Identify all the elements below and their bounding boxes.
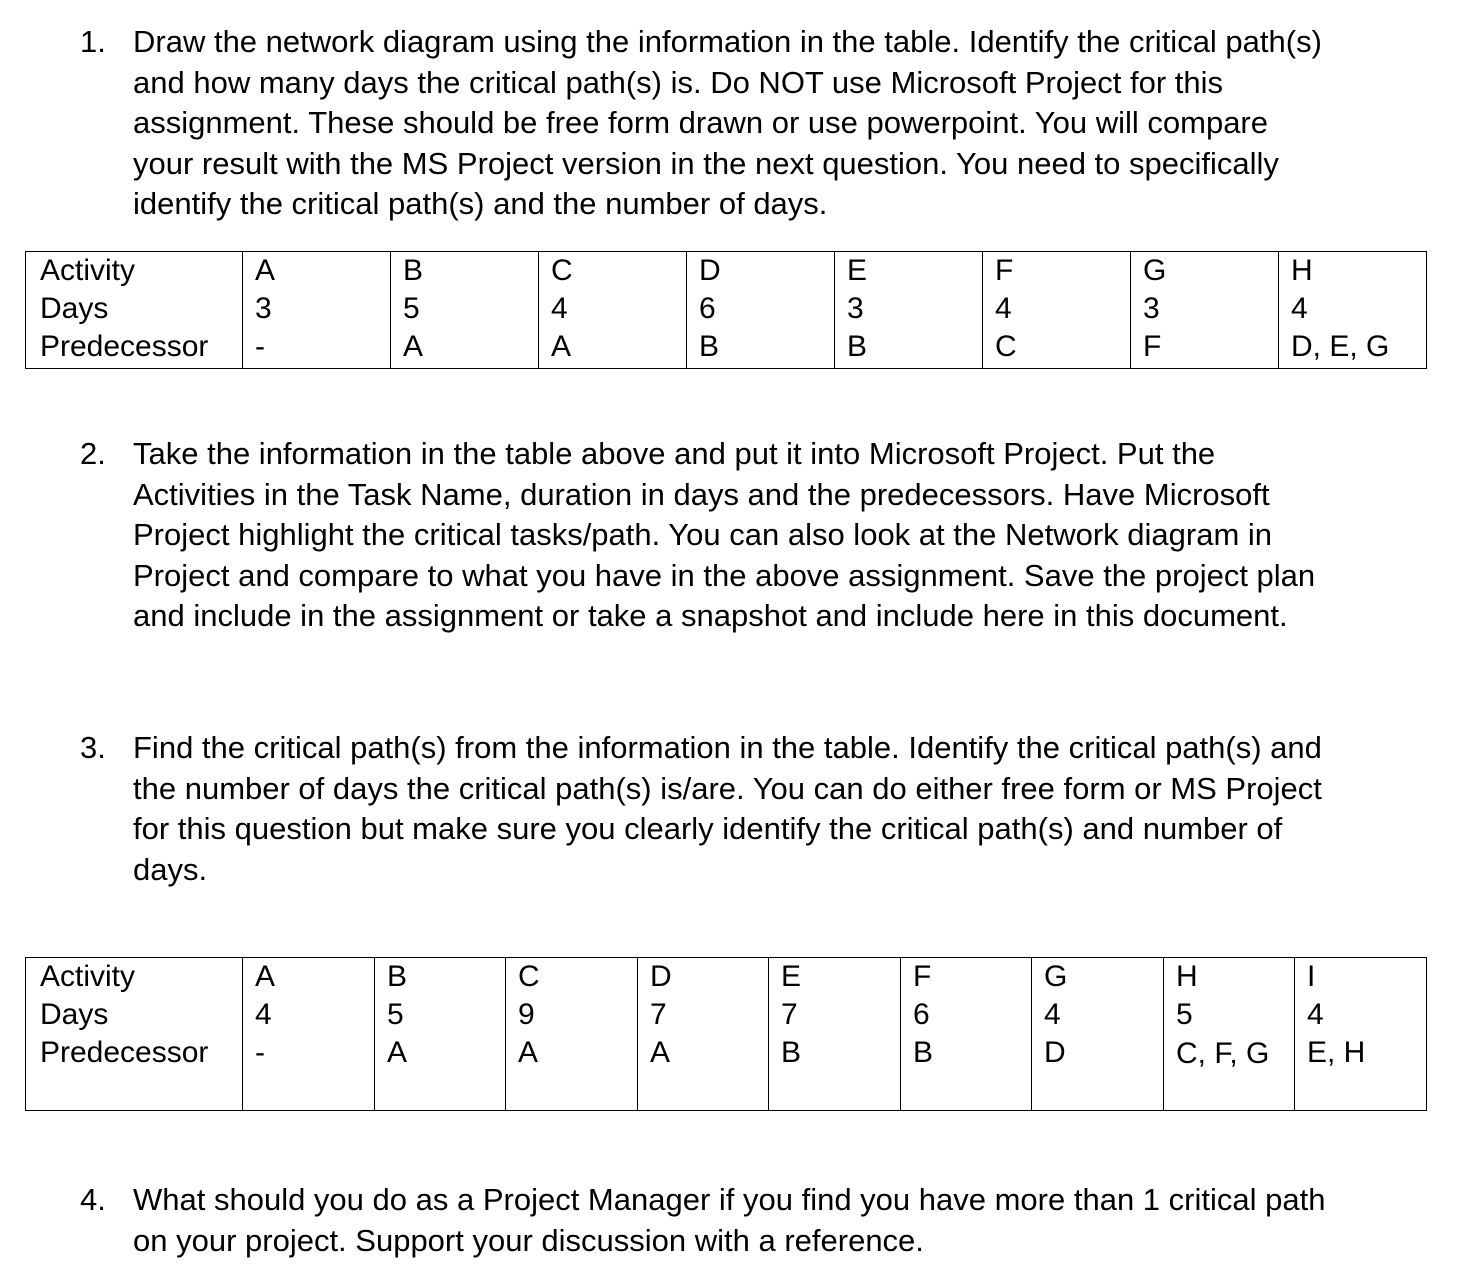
cell-predecessor: B [901, 1034, 1032, 1111]
question-text [133, 22, 1433, 225]
question-line: on your project. Support your discussion with a reference. [133, 1222, 924, 1258]
question-number: 3. [80, 730, 106, 765]
question-line: Draw the network diagram using the information in the table. Identify the critical path(s) [133, 24, 1322, 59]
row-label-predecessor: Predecessor [26, 1034, 243, 1111]
cell-days: 3 [1131, 290, 1279, 328]
cell-predecessor: A [539, 328, 687, 369]
cell-activity: F [901, 958, 1032, 997]
question-text [133, 728, 1433, 890]
row-label-predecessor: Predecessor [26, 328, 243, 369]
cell-activity: C [539, 252, 687, 291]
cell-days: 4 [1032, 996, 1164, 1034]
cell-predecessor: A [638, 1034, 769, 1111]
activity-table-1 [25, 251, 1427, 369]
row-label-activity: Activity [26, 252, 243, 291]
cell-predecessor: B [687, 328, 835, 369]
question-line: Take the information in the table above and put it into Microsoft Project. Put the [133, 436, 1216, 471]
days-row [26, 996, 1427, 1034]
question-line: Find the critical path(s) from the information in the table. Identify the critical path(s) and [133, 730, 1322, 765]
question-line: assignment. These should be free form drawn or use powerpoint. You will compare [133, 105, 1268, 141]
cell-days: 5 [375, 996, 506, 1034]
cell-activity: B [375, 958, 506, 997]
cell-days: 3 [835, 290, 983, 328]
question-text [133, 434, 1433, 637]
cell-predecessor: C [983, 328, 1131, 369]
cell-days: 5 [1164, 996, 1295, 1034]
cell-predecessor: - [243, 328, 391, 369]
cell-predecessor: C, F, G [1164, 1034, 1295, 1111]
cell-activity: F [983, 252, 1131, 291]
cell-predecessor: B [769, 1034, 901, 1111]
activity-row [26, 252, 1427, 291]
cell-predecessor: A [391, 328, 539, 369]
cell-activity: H [1164, 958, 1295, 997]
predecessor-row [26, 328, 1427, 369]
row-label-days: Days [26, 290, 243, 328]
cell-activity: C [506, 958, 638, 997]
cell-activity: I [1295, 958, 1427, 997]
question-text [133, 1180, 1433, 1261]
question-line: Activities in the Task Name, duration in days and the predecessors. Have Microsoft [133, 476, 1270, 512]
cell-days: 7 [638, 996, 769, 1034]
cell-days: 5 [391, 290, 539, 328]
cell-activity: G [1032, 958, 1164, 997]
question-number: 2. [80, 436, 106, 471]
question-number: 1. [80, 24, 106, 59]
cell-activity: B [391, 252, 539, 291]
cell-days: 6 [901, 996, 1032, 1034]
cell-predecessor: D [1032, 1034, 1164, 1111]
activity-table-2 [25, 957, 1427, 1111]
question-line: What should you do as a Project Manager if you find you have more than 1 critical path [133, 1182, 1326, 1217]
question-line: and include in the assignment or take a snapshot and include here in this document. [133, 598, 1288, 634]
predecessor-row [26, 1034, 1427, 1111]
cell-activity: H [1279, 252, 1427, 291]
question-line: for this question but make sure you clearly identify the critical path(s) and number of [133, 811, 1283, 847]
cell-days: 4 [983, 290, 1131, 328]
question-line: and how many days the critical path(s) is. Do NOT use Microsoft Project for this [133, 64, 1223, 100]
days-row [26, 290, 1427, 328]
cell-predecessor: A [375, 1034, 506, 1111]
cell-days: 3 [243, 290, 391, 328]
cell-activity: D [687, 252, 835, 291]
cell-activity: D [638, 958, 769, 997]
question-line: Project and compare to what you have in the above assignment. Save the project plan [133, 557, 1316, 593]
cell-predecessor: - [243, 1034, 375, 1111]
cell-activity: G [1131, 252, 1279, 291]
cell-activity: A [243, 252, 391, 291]
cell-predecessor: D, E, G [1279, 328, 1427, 369]
cell-days: 4 [243, 996, 375, 1034]
cell-days: 4 [539, 290, 687, 328]
question-line: Project highlight the critical tasks/path. You can also look at the Network diagram in [133, 517, 1273, 553]
cell-activity: A [243, 958, 375, 997]
cell-predecessor: E, H [1295, 1034, 1427, 1111]
cell-predecessor: B [835, 328, 983, 369]
row-label-days: Days [26, 996, 243, 1034]
question-number: 4. [80, 1182, 106, 1217]
cell-days: 9 [506, 996, 638, 1034]
cell-predecessor: F [1131, 328, 1279, 369]
cell-days: 6 [687, 290, 835, 328]
cell-days: 4 [1279, 290, 1427, 328]
cell-activity: E [835, 252, 983, 291]
question-line: the number of days the critical path(s) is/are. You can do either free form or MS Project [133, 770, 1322, 806]
activity-row [26, 958, 1427, 997]
question-line: your result with the MS Project version in the next question. You need to specifically [133, 145, 1279, 181]
cell-activity: E [769, 958, 901, 997]
question-line: identify the critical path(s) and the number of days. [133, 186, 828, 222]
cell-days: 4 [1295, 996, 1427, 1034]
cell-days: 7 [769, 996, 901, 1034]
cell-predecessor: A [506, 1034, 638, 1111]
row-label-activity: Activity [26, 958, 243, 997]
question-line: days. [133, 851, 208, 887]
